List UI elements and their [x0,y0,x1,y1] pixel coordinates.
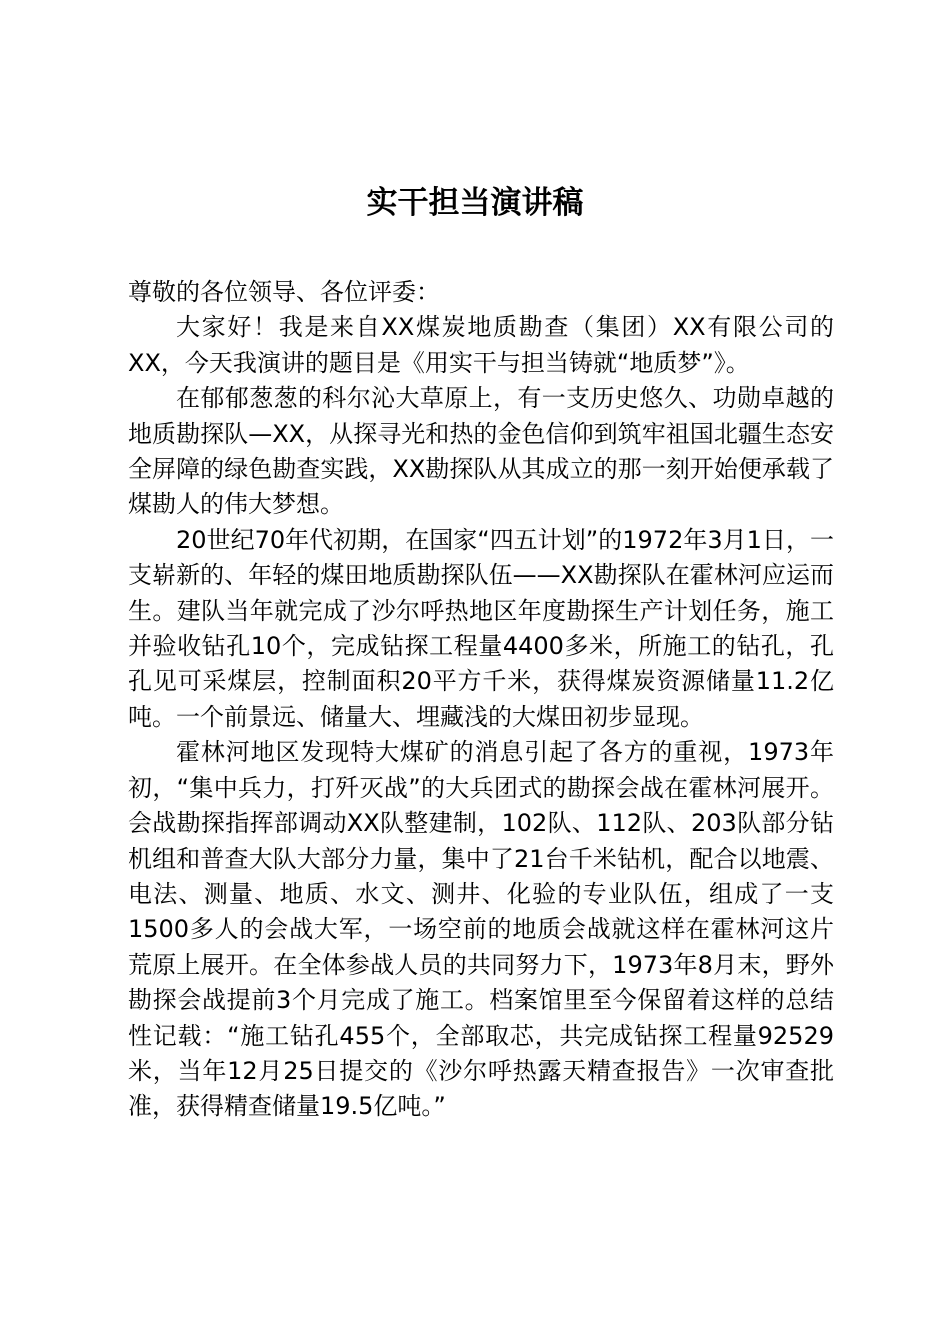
document-body [128,275,834,1125]
document-title: 实干担当演讲稿 [366,185,584,221]
paragraph-team-intro: 在郁郁葱葱的科尔沁大草原上，有一支历史悠久、功勋卓越的地质勘探队—XX，从探寻光和热的金色信仰到筑牢祖国北疆生态安全屏障的绿色勘查实践，XX勘探队从其成立的那一刻开始便承载了煤勘人的伟大梦想。 [128,384,834,519]
paragraph-greeting: 大家好！我是来自XX煤炭地质勘查（集团）XX有限公司的XX，今天我演讲的题目是《用实干与担当铸就“地质梦”》。 [128,313,834,377]
salutation: 尊敬的各位领导、各位评委： [128,278,440,306]
paragraph-founding: 20世纪70年代初期，在国家“四五计划”的1972年3月1日，一支崭新的、年轻的煤田地质勘探队伍——XX勘探队在霍林河应运而生。建队当年就完成了沙尔呼热地区年度勘探生产计划任务，施工并验收钻孔10个，完成钻探工程量4400多米，所施工的钻孔，孔孔见可采煤层，控制面积20平方千米，获得煤炭资源储量11.2亿吨。一个前景远、储量大、埋藏浅的大煤田初步显现。 [128,525,834,731]
paragraph-campaign: 霍林河地区发现特大煤矿的消息引起了各方的重视，1973年初，“集中兵力，打歼灭战”的大兵团式的勘探会战在霍林河展开。会战勘探指挥部调动XX队整建制，102队、112队、203队部分钻机组和普查大队大部分力量，集中了21台千米钻机，配合以地震、电法、测量、地质、水文、测井、化验的专业队伍，组成了一支1500多人的会战大军，一场空前的地质会战就这样在霍林河这片荒原上展开。在全体参战人员的共同努力下，1973年8月末，野外勘探会战提前3个月完成了施工。档案馆里至今保留着这样的总结性记载：“施工钻孔455个，全部取芯，共完成钻探工程量92529米，当年12月25日提交的《沙尔呼热露天精查报告》一次审查批准，获得精查储量19.5亿吨。” [128,738,834,1121]
